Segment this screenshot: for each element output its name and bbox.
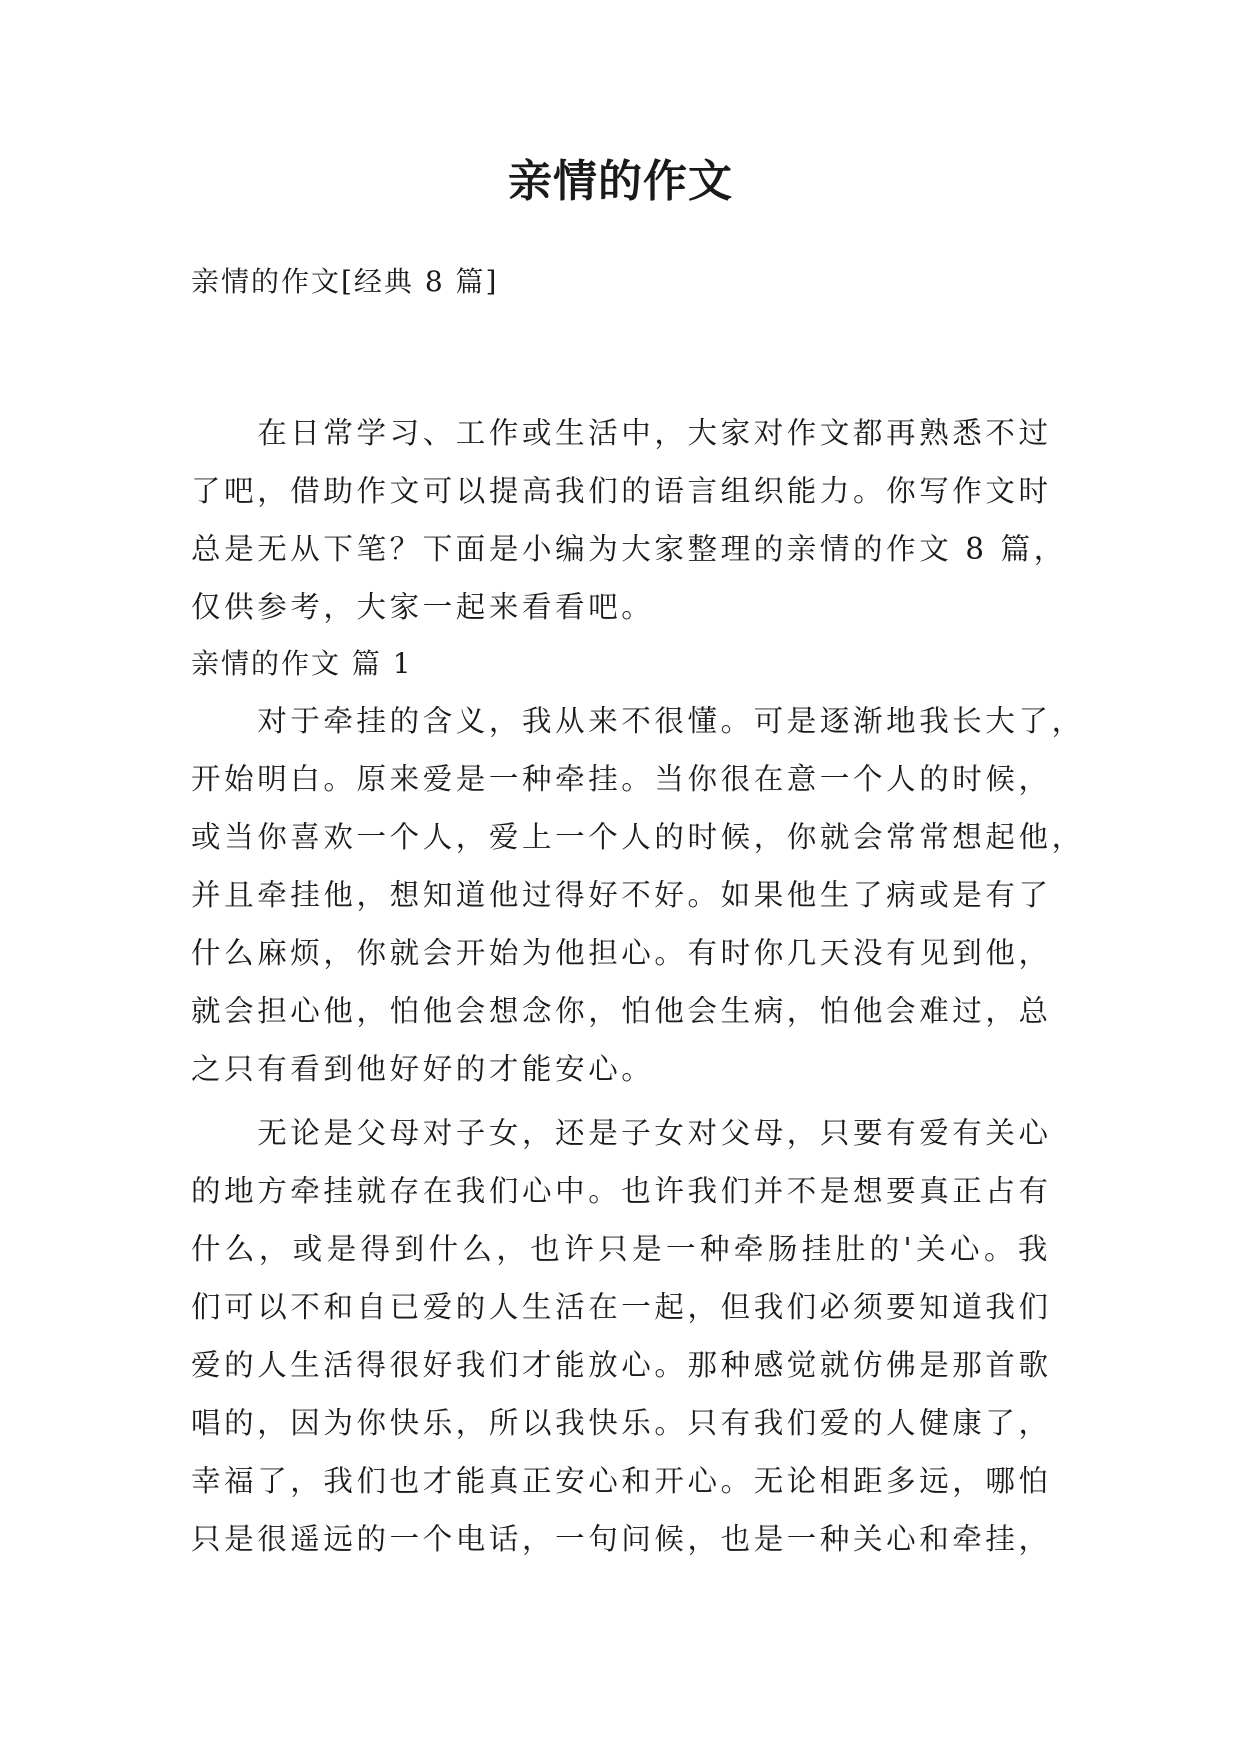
intro-line: 了吧，借助作文可以提高我们的语言组织能力。你写作文时 (191, 474, 1052, 508)
document-subtitle: 亲情的作文[经典 8 篇] (191, 265, 499, 298)
paragraph-line: 爱的人生活得很好我们才能放心。那种感觉就仿佛是那首歌 (191, 1348, 1052, 1382)
paragraph-line: 们可以不和自已爱的人生活在一起，但我们必须要知道我们 (191, 1290, 1052, 1324)
paragraph-line: 对于牵挂的含义，我从来不很懂。可是逐渐地我长大了， (191, 704, 1085, 738)
document-title: 亲情的作文 (508, 156, 733, 207)
paragraph-line: 只是很遥远的一个电话，一句问候，也是一种关心和牵挂， (191, 1522, 1052, 1556)
paragraph-line: 的地方牵挂就存在我们心中。也许我们并不是想要真正占有 (191, 1174, 1052, 1208)
intro-line: 总是无从下笔？下面是小编为大家整理的亲情的作文 8 篇， (191, 532, 1067, 566)
intro-line: 仅供参考，大家一起来看看吧。 (191, 590, 655, 624)
paragraph-line: 什么，或是得到什么，也许只是一种牵肠挂肚的'关心。我 (191, 1232, 1051, 1266)
paragraph-line: 并且牵挂他，想知道他过得好不好。如果他生了病或是有了 (191, 878, 1052, 912)
body-paragraph-1 (191, 692, 1085, 1098)
paragraph-line: 就会担心他，怕他会想念你，怕他会生病，怕他会难过，总 (191, 994, 1052, 1028)
paragraph-line: 幸福了，我们也才能真正安心和开心。无论相距多远，哪怕 (191, 1464, 1052, 1498)
section-heading: 亲情的作文 篇 1 (191, 647, 413, 680)
paragraph-line: 无论是父母对子女，还是子女对父母，只要有爱有关心 (191, 1116, 1052, 1150)
paragraph-line: 或当你喜欢一个人，爱上一个人的时候，你就会常常想起他， (191, 820, 1085, 854)
document-body (191, 404, 1085, 1568)
intro-paragraph (191, 404, 1067, 636)
intro-line: 在日常学习、工作或生活中，大家对作文都再熟悉不过 (191, 416, 1052, 450)
paragraph-line: 之只有看到他好好的才能安心。 (191, 1052, 655, 1086)
paragraph-line: 开始明白。原来爱是一种牵挂。当你很在意一个人的时候， (191, 762, 1052, 796)
body-paragraph-2 (191, 1104, 1051, 1568)
paragraph-line: 什么麻烦，你就会开始为他担心。有时你几天没有见到他， (191, 936, 1052, 970)
paragraph-line: 唱的，因为你快乐，所以我快乐。只有我们爱的人健康了， (191, 1406, 1052, 1440)
